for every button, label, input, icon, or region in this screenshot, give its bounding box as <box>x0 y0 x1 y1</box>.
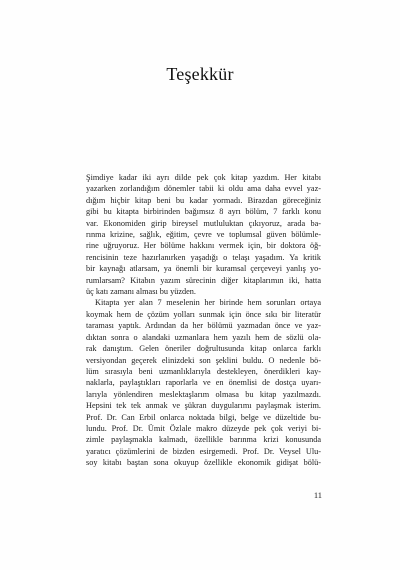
body-text <box>86 172 321 469</box>
page-number: 11 <box>313 490 322 500</box>
text-line: lundu. Prof. Dr. Ümit Özlale makro düzeyde pek çok veriyi bi- <box>86 423 321 433</box>
text-line: rak danıştım. Gelen öneriler doğrultusunda kitap onlarca farklı <box>86 344 321 354</box>
text-line: rumlarsam? Kitabın yazım sürecinin diğer kitaplarımın iki, hatta <box>86 275 321 285</box>
text-line: larıyla yönlendiren meslektaşlarım olmasa bu kitap yazılmazdı. <box>86 389 321 399</box>
text-line: Şimdiye kadar iki ayrı dilde pek çok kitap yazdım. Her kitabı <box>86 173 321 182</box>
text-line: yaratıcı çözümlerini de bizden esirgemedi. Prof. Dr. Veysel Ulu- <box>86 446 321 456</box>
text-line: gibi bu kitapta birbirinden bağımsız 8 ayrı bölüm, 7 farklı konu <box>86 207 321 217</box>
text-line: koymak hem de çözüm yolları sunmak için önce sıkı bir literatür <box>86 309 321 319</box>
text-line: Kitapta yer alan 7 meselenin her birinde hem sorunları ortaya <box>95 298 321 308</box>
text-line: Prof. Dr. Can Erbil onlarca noktada bilgi, belge ve düzeltide bu- <box>86 412 321 422</box>
paragraph-1 <box>86 172 321 297</box>
text-line: yazarken zorlandığım dönemler tabii ki oldu ama daha evvel yaz- <box>86 184 321 194</box>
text-line: lüm sırasıyla beni uzmanlıklarıyla destekleyen, önerdikleri kay- <box>86 366 321 376</box>
text-line: dığım hiçbir kitap beni bu kadar yormadı. Birazdan göreceğiniz <box>86 195 321 205</box>
text-line: naklarla, paylaştıkları raporlarla ve en önemlisi de dostça uyarı- <box>86 378 321 388</box>
text-line: zimle paylaşmakla kalmadı, özellikle barınma krizi konusunda <box>86 435 321 445</box>
text-line: var. Ekonomiden girip bireysel mutluluktan çıkıyoruz, arada ba- <box>86 218 321 228</box>
text-line: dıktan sonra o alandaki uzmanlara hem yazılı hem de sözlü ola- <box>86 332 321 342</box>
text-line: taraması yaptık. Ardından da her bölümü yazmadan önce ve yaz- <box>86 321 321 331</box>
chapter-title: Teşekkür <box>166 64 234 84</box>
text-line: versiyondan geçerek elinizdeki son şeklini buldu. O nedenle bö- <box>86 355 321 365</box>
paragraph-2 <box>86 297 321 468</box>
text-line: rınma krizine, sağlık, eğitim, çevre ve toplumsal güven bölümle- <box>86 230 321 240</box>
text-line: üç katı zamanı alması bu yüzden. <box>86 287 196 297</box>
text-line: bir kaynağı atlarsam, ya önemli bir kuramsal çerçeveyi yanlış yo- <box>86 264 321 274</box>
text-line: rine uğruyoruz. Her bölüme hakkını vermek için, bir doktora öğ- <box>86 241 321 251</box>
text-line: Hepsini tek tek anmak ve şükran duygularımı paylaşmak isterim. <box>86 401 321 411</box>
text-line: soy kitabı baştan sona okuyup özellikle ekonomik gidişat bölü- <box>86 458 321 468</box>
text-line: rencisinin teze hazırlanırken yaşadığı o telaşı yaşadım. Ya kritik <box>86 252 321 262</box>
